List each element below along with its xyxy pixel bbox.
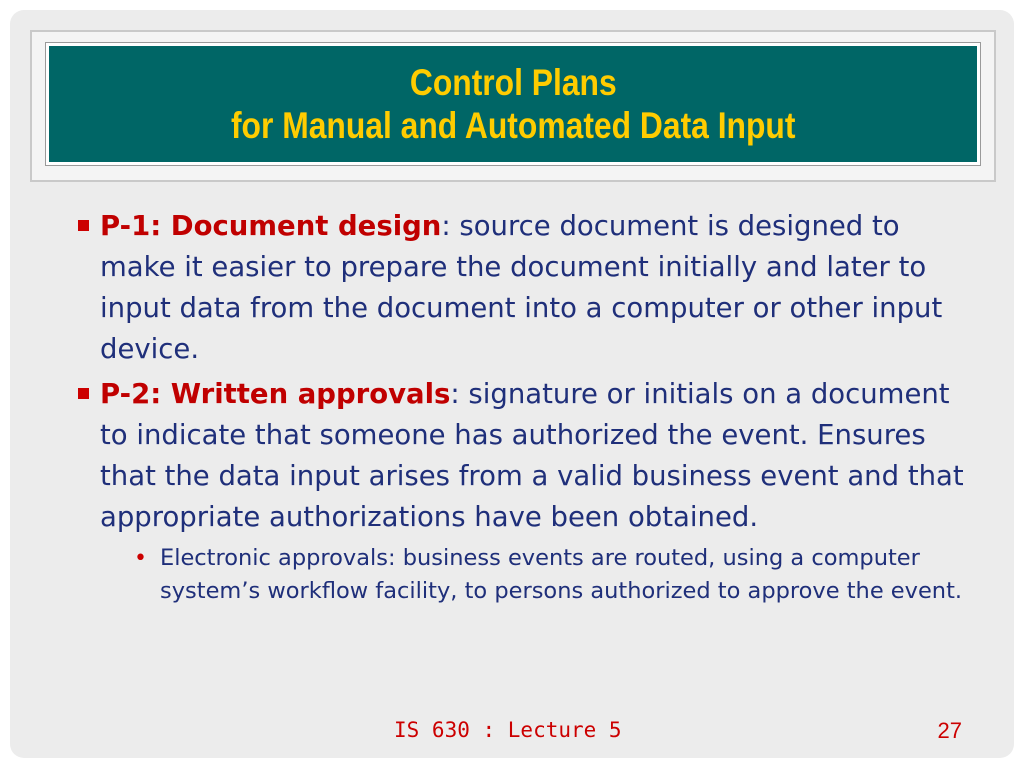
sub-bullet-text: Electronic approvals: business events are routed, using a computer system’s workflow facility, to persons authorized to approve the event. xyxy=(160,545,963,604)
square-bullet-icon xyxy=(78,388,89,399)
page-number: 27 xyxy=(937,718,962,743)
bullet-p2 xyxy=(76,374,976,538)
bullet-term: P-2: Written approvals xyxy=(100,378,451,410)
bullet-p1 xyxy=(76,206,976,370)
bullet-separator: : xyxy=(441,210,451,242)
bullet-separator: : xyxy=(450,378,460,410)
slide-title-line-2: for Manual and Automated Data Input xyxy=(230,105,796,146)
title-frame xyxy=(30,30,996,182)
bullet-text: source document is designed to make it easier to prepare the document initially and later to input data from the document into a computer or other input device. xyxy=(100,210,943,365)
square-bullet-icon xyxy=(78,220,89,231)
footer-text: IS 630 : Lecture 5 xyxy=(394,718,622,742)
title-box xyxy=(46,43,980,165)
sub-bullet-electronic-approvals xyxy=(134,542,976,608)
slide xyxy=(10,10,1014,758)
bullet-text: signature or initials on a document to indicate that someone has authorized the event. Ensures that the data input arises from a valid business event and that appropriate authorizations have been obtained. xyxy=(100,378,964,533)
round-bullet-icon: • xyxy=(134,546,147,571)
slide-content xyxy=(76,206,976,608)
slide-title-line-1: Control Plans xyxy=(409,62,617,103)
bullet-term: P-1: Document design xyxy=(100,210,442,242)
